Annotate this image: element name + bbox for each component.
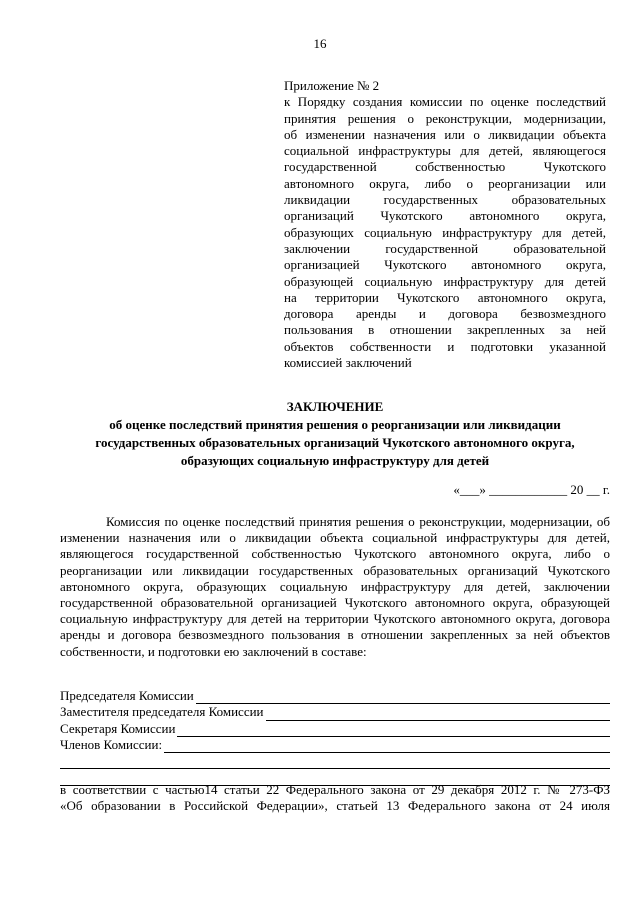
- appendix-line: ликвидации государственных образовательных: [284, 192, 606, 208]
- chair-blank: [196, 691, 610, 704]
- commission-members: [60, 688, 610, 786]
- appendix-line: договора аренды и договора безвозмездного: [284, 306, 606, 322]
- document-title: ЗАКЛЮЧЕНИЕ: [286, 399, 384, 414]
- document-subtitle: об оценке последствий принятия решения о реорганизации или ликвидации: [109, 417, 561, 432]
- chair-row: [60, 688, 610, 704]
- appendix-line: объектов собственности и подготовки указанной: [284, 338, 606, 354]
- document-title-block: [50, 398, 620, 470]
- members-blank: [164, 740, 610, 753]
- appendix-line: принятия решения о реконструкции, модернизации,: [284, 110, 606, 126]
- appendix-block: [284, 78, 606, 371]
- secretary-label: Секретаря Комиссии: [60, 720, 176, 736]
- document-subtitle: государственных образовательных организаций Чукотского автономного округа,: [95, 435, 575, 450]
- appendix-line: к Порядку создания комиссии по оценке последствий: [284, 94, 606, 110]
- blank-line: [60, 753, 610, 769]
- body-paragraph: Комиссия по оценке последствий принятия решения о реконструкции, модернизации, об изменении назначения или о ликвидации объекта социальной инфраструктуры для детей, являющегося государственной собственностью Чукотского автономного округа, либо о реорганизации или ликвидации государственных образовательных организаций Чукотского автономного округа, образующих социальную инфраструктуру для детей, заключении государственной образовательной организацией Чукотского автономного округа, образующей социальную инфраструктуру для детей на территории Чукотского автономного округа, договора аренды и договора безвозмездного пользования в отношении закрепленных за ней объектов собственности, и подготовки ею заключений в составе:: [60, 514, 610, 659]
- appendix-line: комиссией заключений: [284, 355, 412, 371]
- appendix-line: заключении государственной образовательной: [284, 240, 606, 256]
- members-label: Членов Комиссии:: [60, 736, 163, 752]
- document-subtitle: образующих социальную инфраструктуру для детей: [180, 453, 490, 468]
- chair-label: Председателя Комиссии: [60, 688, 194, 703]
- appendix-line: организаций Чукотского автономного округа,: [284, 208, 606, 224]
- legal-line: в соответствии с частью14 статьи 22 Федерального закона от 29 декабря 2012 г. № 273-ФЗ: [60, 782, 610, 797]
- deputy-label: Заместителя председателя Комиссии: [60, 704, 264, 720]
- appendix-line: образующих социальную инфраструктуру для детей,: [284, 224, 606, 240]
- appendix-line: об изменении назначения или о ликвидации объекта: [284, 126, 606, 142]
- appendix-heading: Приложение № 2: [284, 78, 380, 93]
- deputy-row: [60, 704, 610, 720]
- appendix-line: организацией Чукотского автономного округа,: [284, 257, 606, 273]
- appendix-line: на территории Чукотского автономного округа,: [284, 289, 606, 305]
- date-line: «___» ____________ 20 __ г.: [453, 482, 610, 497]
- members-row: [60, 737, 610, 753]
- page-number: 16: [313, 36, 327, 51]
- appendix-line: государственной собственностью Чукотского: [284, 159, 606, 175]
- secretary-row: [60, 721, 610, 737]
- appendix-line: пользования в отношении закрепленных за ней: [284, 322, 606, 338]
- appendix-line: социальной инфраструктуры для детей, являющегося: [284, 143, 606, 159]
- appendix-line: автономного округа, либо о реорганизации или: [284, 175, 606, 191]
- legal-line: «Об образовании в Российской Федерации», статьей 13 Федерального закона от 24 июля: [60, 798, 610, 814]
- secretary-blank: [177, 724, 610, 737]
- deputy-blank: [266, 708, 610, 721]
- legal-basis: [60, 782, 610, 815]
- appendix-line: образующей социальную инфраструктуру для детей: [284, 273, 606, 289]
